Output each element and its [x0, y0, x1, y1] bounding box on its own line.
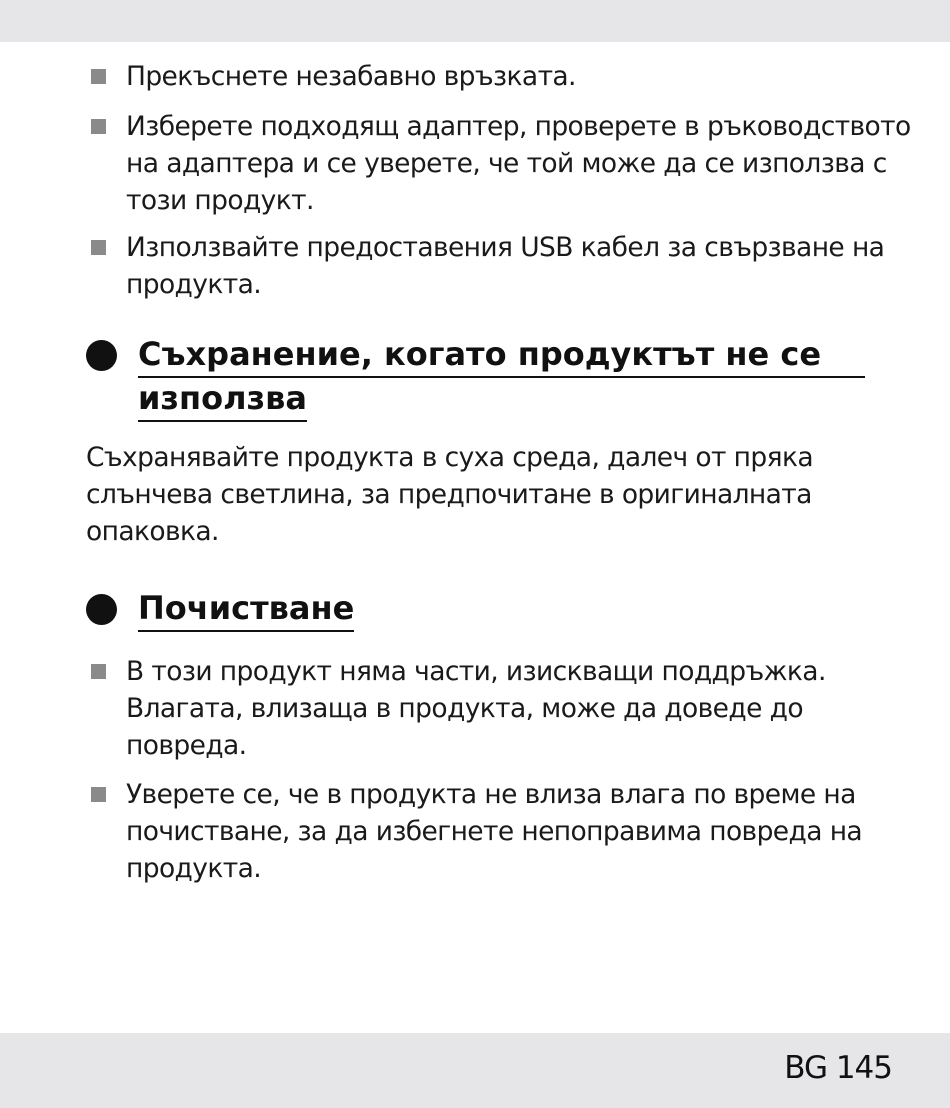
- list-item: [88, 58, 918, 95]
- storage-paragraph: Съхранявайте продукта в суха среда, далеч от пряка слънчева светлина, за предпочитане в оригиналната опаковка.: [86, 442, 813, 547]
- section-heading-cleaning: [86, 588, 926, 632]
- heading-line: Почистване: [138, 588, 354, 632]
- page-number: BG 145: [784, 1050, 892, 1086]
- square-bullet-icon: [91, 119, 106, 134]
- list-item-text: Прекъснете незабавно връзката.: [126, 61, 576, 92]
- square-bullet-icon: [91, 664, 106, 679]
- section-heading-storage: [86, 334, 926, 422]
- square-bullet-icon: [91, 240, 106, 255]
- round-bullet-icon: [86, 340, 117, 371]
- list-item-text: Уверете се, че в продукта не влиза влага по време на почистване, за да избегнете непоправима повреда на продукта.: [126, 779, 863, 884]
- list-item: [88, 653, 918, 764]
- square-bullet-icon: [91, 787, 106, 802]
- heading-line: използва: [138, 378, 307, 422]
- list-item-text: Използвайте предоставения USB кабел за свързване на продукта.: [126, 232, 885, 300]
- list-item-text: Изберете подходящ адаптер, проверете в ръководството на адаптера и се уверете, че той може да се използва с този продукт.: [126, 111, 911, 216]
- square-bullet-icon: [91, 69, 106, 84]
- top-margin-band: [0, 0, 950, 42]
- list-item: [88, 108, 918, 219]
- list-item: [88, 776, 918, 887]
- round-bullet-icon: [86, 594, 117, 625]
- list-item: [88, 229, 918, 303]
- list-item-text: В този продукт няма части, изискващи поддръжка. Влагата, влизаща в продукта, може да доведе до повреда.: [126, 656, 826, 761]
- heading-line: Съхранение, когато продуктът не се: [138, 334, 865, 378]
